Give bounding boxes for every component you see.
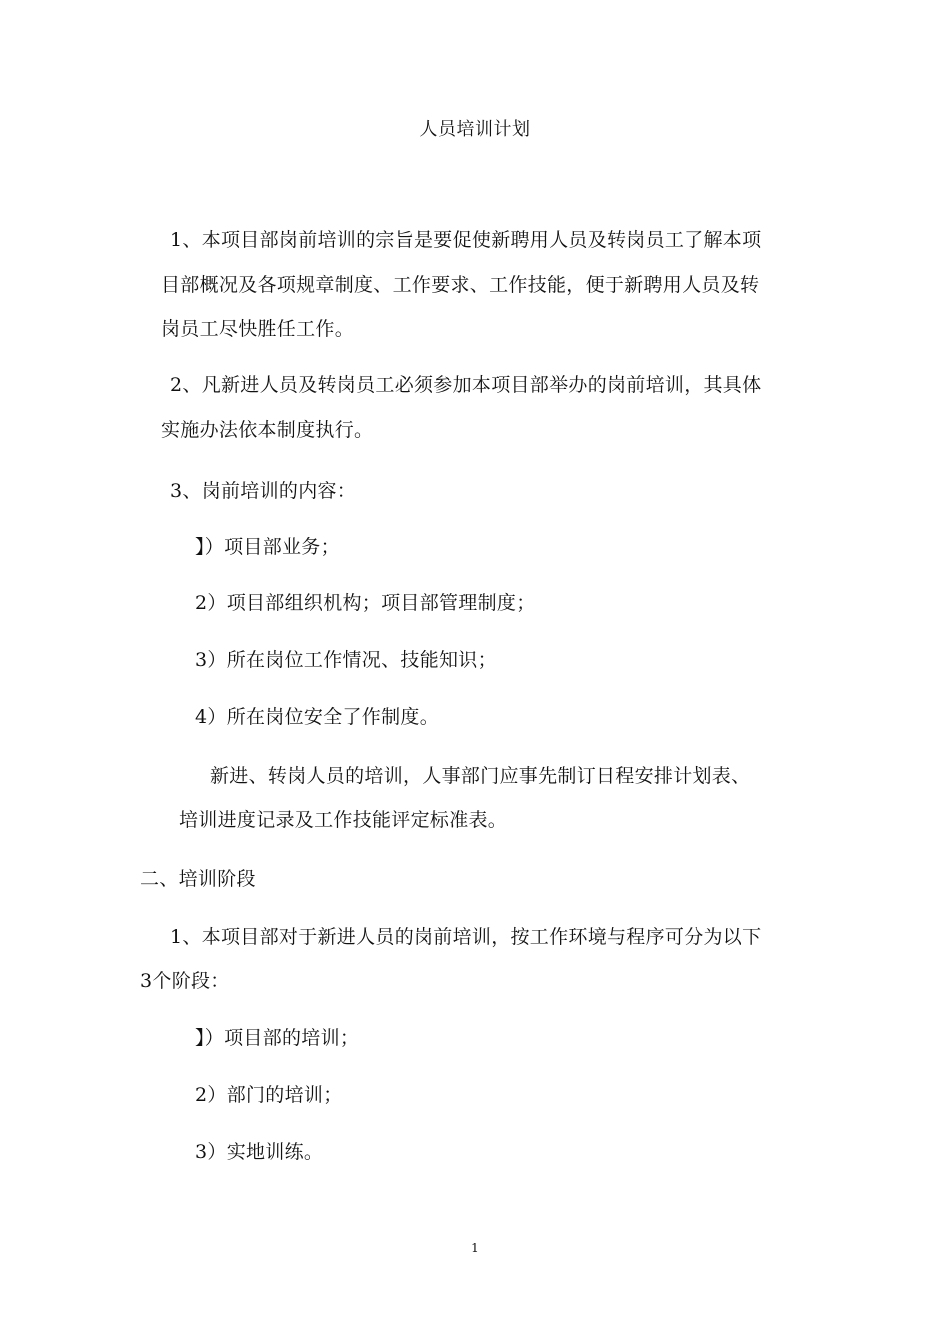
s2-item1-line1: 1、本项目部对于新进人员的岗前培训，按工作环境与程序可分为以下 — [170, 926, 762, 948]
s1-subitem-1: 】）项目部业务； — [195, 536, 340, 558]
s1-note-line2: 培训进度记录及工作技能评定标准表。 — [179, 809, 508, 831]
section2-heading: 二、培训阶段 — [140, 868, 256, 890]
s1-item2-line1: 2、凡新进人员及转岗员工必须参加本项目部举办的岗前培训，其具体 — [170, 374, 762, 396]
s1-subitem-3: 3）所在岗位工作情况、技能知识； — [195, 649, 497, 671]
s2-subitem-1: 】）项目部的培训； — [195, 1027, 360, 1049]
s1-item3-heading: 3、岗前培训的内容： — [170, 480, 357, 502]
s2-item1-line2: 3个阶段： — [140, 970, 230, 992]
document-title: 人员培训计划 — [419, 119, 531, 140]
s1-subitem-4: 4）所在岗位安全了作制度。 — [195, 706, 439, 728]
s1-item1-line1: 1、本项目部岗前培训的宗旨是要促使新聘用人员及转岗员工了解本项 — [170, 229, 762, 251]
s2-subitem-2: 2）部门的培训； — [195, 1084, 343, 1106]
page-number: 1 — [471, 1241, 479, 1255]
s1-note-line1: 新进、转岗人员的培训，人事部门应事先制订日程安排计划表、 — [210, 765, 751, 787]
s1-item2-line2: 实施办法依本制度执行。 — [161, 419, 374, 441]
s2-subitem-3: 3）实地训练。 — [195, 1141, 324, 1163]
s1-item1-line2: 目部概况及各项规章制度、工作要求、工作技能，便于新聘用人员及转 — [161, 274, 760, 296]
s1-item1-line3: 岗员工尽快胜任工作。 — [161, 318, 355, 340]
s1-subitem-2: 2）项目部组织机构；项目部管理制度； — [195, 592, 536, 614]
